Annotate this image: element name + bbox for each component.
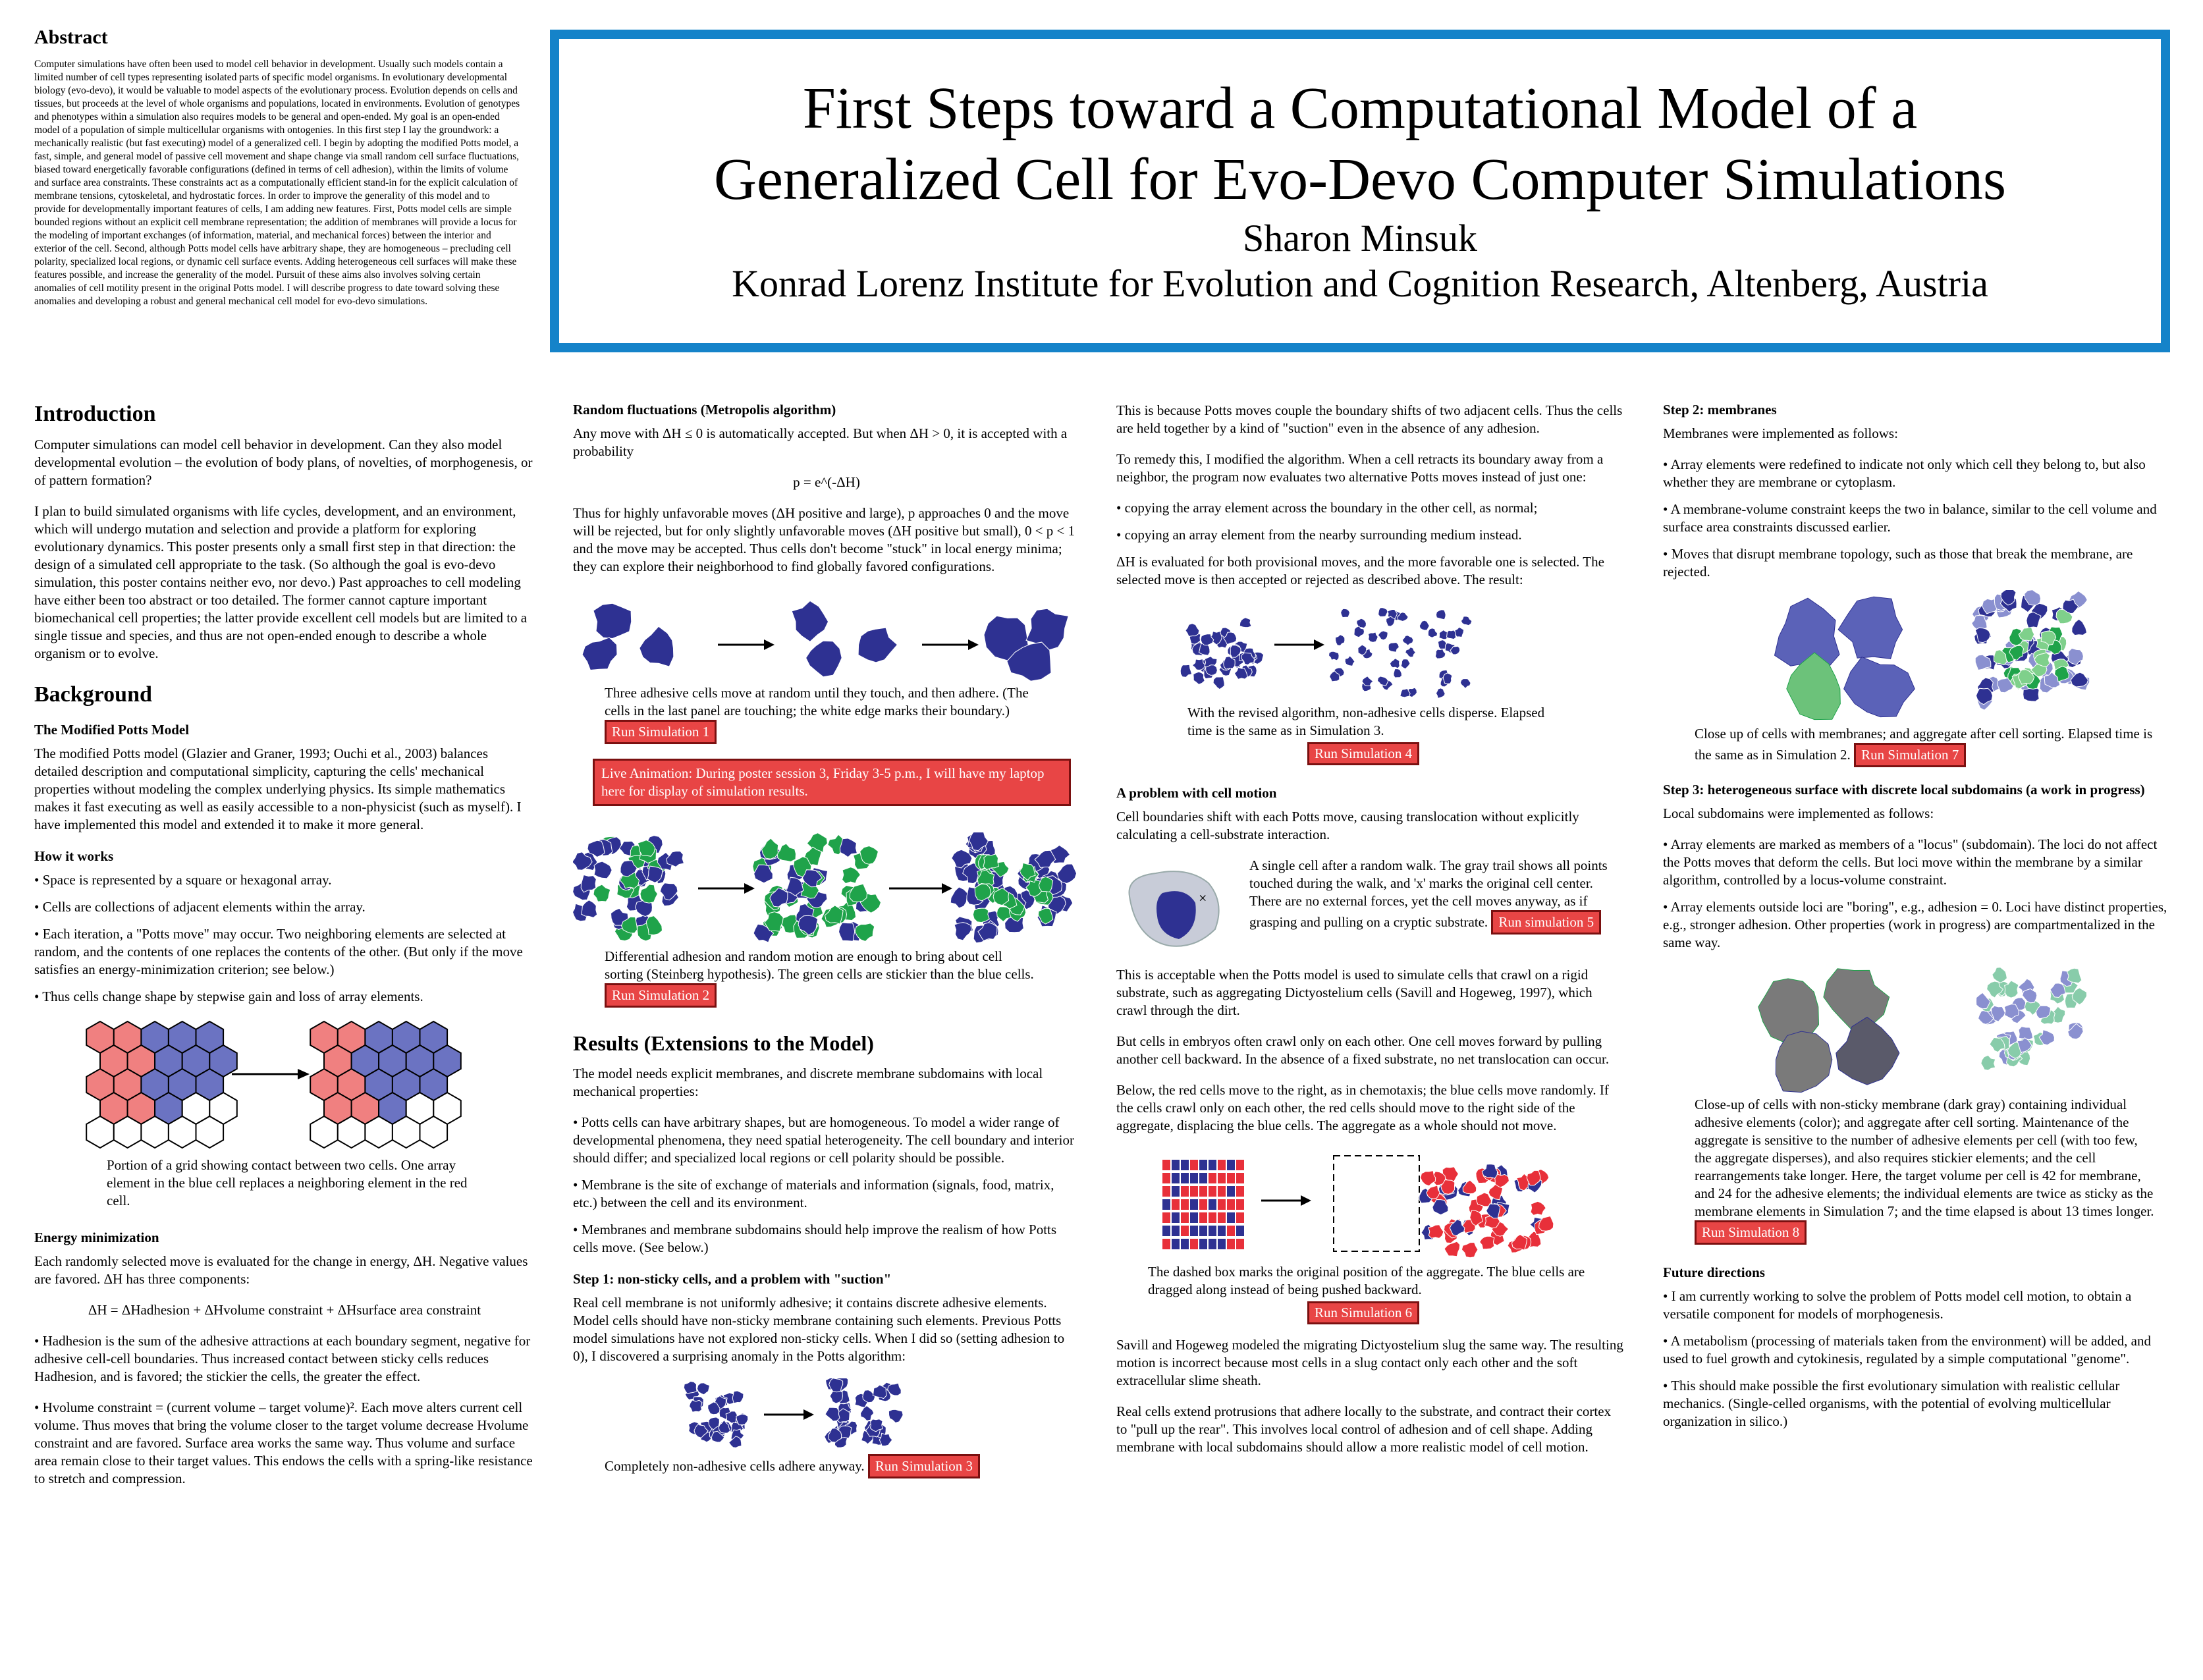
- introduction-heading: Introduction: [34, 402, 156, 426]
- cell: [840, 838, 857, 857]
- step3-bullet: • Array elements outside loci are "boring", e.g., adhesion = 0. Loci have distinct properties, e.g., stronger adhesion. Other properties (work in progress) are compartmentalized in the same way.: [1663, 899, 2167, 950]
- protrusion-paragraph: Real cells extend protrusions that adhere locally to the substrate, and contract their cortex to "pull up the rear". This involves local control of adhesion and of cell shape. Adding membrane with local subdomains should allow a more realistic model of cell motion.: [1116, 1403, 1612, 1455]
- cell: [1369, 632, 1378, 642]
- cell: [1190, 1199, 1198, 1210]
- cell: [1185, 624, 1199, 637]
- run-simulation-7-button[interactable]: Run Simulation 7: [1854, 743, 1966, 767]
- energy-heading: Energy minimization: [34, 1230, 159, 1245]
- cell: [1436, 610, 1446, 620]
- cell: [806, 641, 842, 677]
- cell: [1394, 669, 1401, 678]
- cell: [1193, 672, 1205, 684]
- future-bullet: • This should make possible the first evolutionary simulation with realistic cellular mechanics. (Single-celled organisms, with the potential of evolving multicellular organization in silico.): [1663, 1378, 2120, 1429]
- cell: [1378, 631, 1388, 640]
- cell: [1227, 1160, 1235, 1170]
- cell: [1461, 1243, 1478, 1258]
- cell: [1341, 609, 1350, 617]
- cell: [861, 1406, 874, 1421]
- cell: [858, 628, 897, 663]
- results-bullet: • Potts cells can have arbitrary shapes, but are homogeneous. To model a wider range of developmental phenomena, they need spatial heterogeneity. The cell boundary and interior should differ; and specialized local regions or cell polarity should be possible.: [573, 1114, 1074, 1166]
- cell: [1531, 1201, 1546, 1215]
- cell: [1227, 1173, 1235, 1183]
- hex-grid-before: [86, 1021, 237, 1148]
- cell: [1388, 643, 1399, 653]
- metropolis-paragraph-2: Thus for highly unfavorable moves (ΔH positive and large), p approaches 0 and the move will be rejected, but for only slightly unfavorable moves (ΔH positive but small), 0 < p < 1 and the move may be accepted. Thus cells don't become "stuck" in local energy minima; they can explore their neighborhood to find globally favored configurations.: [573, 505, 1075, 574]
- random-walk-figure: [1116, 857, 1241, 956]
- step2-heading: Step 2: membranes: [1663, 402, 1777, 418]
- sim1-caption: Three adhesive cells move at random until they touch, and then adhere. (The cells in the last panel are touching; the white edge marks their boundary.): [605, 685, 1029, 718]
- cell: [983, 854, 998, 870]
- cell: [593, 603, 632, 638]
- cell: [1436, 688, 1445, 699]
- sim2-caption: Differential adhesion and random motion are enough to bring about cell sorting (Steinberg hypothesis). The green cells are stickier than the blue cells.: [605, 948, 1034, 982]
- origin-x-mark: ×: [1199, 890, 1207, 906]
- cell: [1162, 1186, 1170, 1197]
- cell: [950, 887, 967, 908]
- cell: [2072, 619, 2087, 635]
- cell: [684, 1382, 697, 1394]
- affiliation: Konrad Lorenz Institute for Evolution and Cognition Research, Altenberg, Austria: [732, 262, 1988, 305]
- cell: [1209, 1199, 1216, 1210]
- subdomain-cell: [1836, 1017, 1899, 1085]
- arrow-icon: [698, 883, 755, 894]
- dispersal-start: [1180, 618, 1264, 690]
- results-bullet: • Membranes and membrane subdomains should help improve the realism of how Potts cells move. (See below.): [573, 1222, 1057, 1255]
- cell: [1236, 1226, 1244, 1236]
- cell: [1206, 665, 1218, 676]
- cell: [1181, 1226, 1189, 1236]
- sim3-caption: Completely non-adhesive cells adhere anyway.: [605, 1458, 865, 1474]
- cell: [1218, 1212, 1226, 1223]
- cell: [1435, 649, 1446, 659]
- embryo-paragraph: But cells in embryos often crawl only on each other. One cell moves forward by pulling another cell backward. In the absence of a fixed substrate, no net translocation can occur.: [1116, 1033, 1610, 1067]
- adhesive-cells-figure: [573, 589, 1080, 681]
- cell: [1199, 1212, 1207, 1223]
- cell: [1480, 1236, 1494, 1249]
- cell: [792, 601, 828, 641]
- subdomain-cell: [1824, 969, 1890, 1032]
- cell: [1461, 616, 1472, 626]
- cell: [1218, 1160, 1226, 1170]
- cell: [1402, 636, 1413, 645]
- cell: [1218, 1173, 1226, 1183]
- cell: [1181, 1173, 1189, 1183]
- cell: [1218, 1199, 1226, 1210]
- potts-model-heading: The Modified Potts Model: [34, 722, 190, 738]
- run-simulation-1-button[interactable]: Run Simulation 1: [605, 720, 717, 744]
- abstract-section: [34, 26, 522, 308]
- run-simulation-5-button[interactable]: Run simulation 5: [1491, 910, 1601, 935]
- step2-paragraph: Membranes were implemented as follows:: [1663, 425, 1898, 441]
- future-heading: Future directions: [1663, 1264, 1765, 1280]
- cell: [1419, 620, 1429, 630]
- cell: [1378, 676, 1388, 686]
- cell: [1190, 1160, 1198, 1170]
- cell: [1209, 1212, 1216, 1223]
- cell: [1172, 1160, 1180, 1170]
- slug-paragraph: Savill and Hogeweg modeled the migrating Dictyostelium slug the same way. The resulting motion is incorrect because most cells in a slug contact only each other and the soft extracellular slime sheath.: [1116, 1337, 1623, 1388]
- cell: [1401, 659, 1410, 669]
- cell-sorting-figure: [573, 832, 1080, 944]
- cell: [954, 923, 971, 940]
- cell: [1190, 1186, 1198, 1197]
- cell: [1981, 1055, 1996, 1070]
- arrow-icon: [889, 883, 952, 894]
- step1-heading: Step 1: non-sticky cells, and a problem with "suction": [573, 1271, 892, 1287]
- cell: [1443, 673, 1452, 684]
- cell: [888, 1409, 903, 1423]
- cell: [1227, 1226, 1235, 1236]
- cell: [1236, 1212, 1244, 1223]
- cell: [646, 916, 662, 935]
- membrane-figure: [1663, 590, 2173, 722]
- remedy-bullet: • copying an array element from the nearby surrounding medium instead.: [1116, 527, 1522, 543]
- arrow-icon: [922, 639, 979, 650]
- cell: [1190, 1226, 1198, 1236]
- results-heading: Results (Extensions to the Model): [573, 1031, 874, 1055]
- chemotaxis-paragraph: Below, the red cells move to the right, as in chemotaxis; the blue cells move randomly. If the cells crawl only on each other, the red cells should move to the right side of the aggregate, displacing the blue cells. The aggregate as a whole should not move.: [1116, 1082, 1609, 1133]
- intro-paragraph-1: Computer simulations can model cell behavior in development. Can they also model developmental evolution – the evolution of body plans, of novelties, of morphogenesis, or of pattern formation?: [34, 437, 533, 488]
- subdomain-figure: [1663, 961, 2173, 1093]
- suction-paragraph: This is because Potts moves couple the boundary shifts of two adjacent cells. Thus the cells are held together by a kind of "suction" even in the absence of any adhesion.: [1116, 402, 1623, 436]
- hex-grid-figure: [34, 1015, 535, 1153]
- hex-grid-after: [310, 1021, 461, 1148]
- arrow-icon: [232, 1069, 310, 1079]
- cell: [1199, 1173, 1207, 1183]
- how-bullet: • Cells are collections of adjacent elements within the array.: [34, 899, 366, 915]
- cell: [973, 908, 989, 923]
- cell: [1345, 656, 1355, 666]
- background-heading: Background: [34, 682, 152, 707]
- sorting-aggregate: [753, 833, 881, 942]
- how-it-works-heading: How it works: [34, 848, 114, 864]
- column-4: [1663, 402, 2173, 1440]
- volume-paragraph: • Hvolume constraint = (current volume – target volume)². Each move alters current cell volume. Thus moves that bring the volume closer to the target volume decrease Hvolume constraint and are favored. Surface area works the same way. Thus volume and surface area remain close to their target values. This endows the cells with a spring-like resistance to stretch and compression.: [34, 1399, 533, 1486]
- cell: [1162, 1226, 1170, 1236]
- cell: [1199, 1160, 1207, 1170]
- cell: [1447, 630, 1456, 639]
- cell: [879, 1433, 892, 1446]
- membrane-aggregate-outer: [1972, 590, 2090, 710]
- author: Sharon Minsuk: [1242, 217, 1478, 259]
- cell: [1428, 1225, 1444, 1239]
- cell: [1218, 1186, 1226, 1197]
- column-1: [34, 402, 535, 1501]
- cell: [1390, 659, 1400, 668]
- cell: [1190, 1212, 1198, 1223]
- cell: [1218, 1226, 1226, 1236]
- probability-equation: p = e^(-ΔH): [793, 474, 860, 490]
- cell: [594, 861, 612, 879]
- cell: [825, 1407, 840, 1421]
- how-bullet: • Each iteration, a "Potts move" may occur. Two neighboring elements are selected at random, and the contents of one replaces the contents of the other. (But only if the move satisfies an energy-minimization criterion; see below.): [34, 926, 523, 977]
- cell: [1181, 1212, 1189, 1223]
- cell: [1181, 1239, 1189, 1249]
- cell: [1329, 651, 1340, 661]
- arrow-icon: [1274, 639, 1324, 650]
- remedy-bullet: • copying the array element across the boundary in the other cell, as normal;: [1116, 500, 1538, 516]
- cell: [1162, 1173, 1170, 1183]
- sim7-caption: Close up of cells with membranes; and aggregate after cell sorting. Elapsed time is the same as in Simulation 2.: [1695, 726, 2153, 763]
- cell: [582, 637, 617, 670]
- cell: [1162, 1160, 1170, 1170]
- title-line-2: Generalized Cell for Evo-Devo Computer Simulations: [713, 147, 2007, 212]
- dispersal-figure: [1116, 602, 1623, 701]
- nonadhesive-start: [684, 1382, 748, 1448]
- cell: [1181, 1199, 1189, 1210]
- cell: [1181, 1186, 1189, 1197]
- cell: [1180, 664, 1192, 677]
- cell: [1976, 992, 1991, 1009]
- title-line-1: First Steps toward a Computational Model of a: [802, 76, 1918, 141]
- cell: [1190, 1173, 1198, 1183]
- step2-bullet: • Moves that disrupt membrane topology, such as those that break the membrane, are rejected.: [1663, 546, 2133, 580]
- cell: [1236, 1199, 1244, 1210]
- sim4-caption: With the revised algorithm, non-adhesive cells disperse. Elapsed time is the same as in Simulation 3.: [1187, 705, 1545, 738]
- cell: [1172, 1239, 1180, 1249]
- arrow-icon: [764, 1409, 814, 1420]
- sim8-caption: Close-up of cells with non-sticky membrane (dark gray) containing individual adhesive elements (color); and aggregate after cell sorting. Maintenance of the aggregate is sensitive to the number of adhesive elements per cell (with too few, the aggregate disperses), and also requires stickier elements; and the cell rearrangements take longer. Here, the target volume per cell is 42 for membrane, and 24 for the adhesive elements; the individual elements are twice as sticky as the membrane elements in Simulation 7; and the time elapsed is about 13 times longer.: [1695, 1097, 2154, 1219]
- remedy-paragraph: To remedy this, I modified the algorithm. When a cell retracts its boundary away from a neighbor, the program now evaluates two alternative Potts moves instead of just one:: [1116, 451, 1604, 485]
- run-simulation-3-button[interactable]: Run Simulation 3: [868, 1454, 980, 1478]
- cell: [1209, 1239, 1216, 1249]
- cell: [1236, 1160, 1244, 1170]
- how-bullet: • Thus cells change shape by stepwise gain and loss of array elements.: [34, 989, 423, 1004]
- run-simulation-8-button[interactable]: Run Simulation 8: [1695, 1220, 1807, 1245]
- cell: [1172, 1226, 1180, 1236]
- cell: [1172, 1212, 1180, 1223]
- cell: [762, 838, 778, 859]
- cell: [582, 900, 597, 918]
- how-bullet: • Space is represented by a square or hexagonal array.: [34, 872, 332, 888]
- cell: [1190, 1239, 1198, 1249]
- arrow-icon: [718, 639, 775, 650]
- future-bullet: • A metabolism (processing of materials taken from the environment) will be added, and used to fuel growth and cytokinesis, regulated by a simple computational "genome".: [1663, 1333, 2151, 1367]
- adhesion-paragraph: • Hadhesion is the sum of the adhesive attractions at each boundary segment, negative for adhesive cell-cell boundaries. Thus increased contact between sticky cells reduces Hadhesion, and is favored; the stickier the cells, the greater the effect.: [34, 1333, 531, 1384]
- cell: [1162, 1239, 1170, 1249]
- cell: [729, 1436, 742, 1448]
- cell: [1444, 1241, 1460, 1257]
- cell: [839, 923, 855, 941]
- subdomain-cell: [1776, 1031, 1832, 1093]
- step1-paragraph: Real cell membrane is not uniformly adhesive; it contains discrete adhesive elements. Model cells should have non-sticky membrane containing such elements. Previous Potts model simulations have not explored non-sticky cells. When I did so (setting adhesion to 0), I discovered a surprising anomaly in the Potts algorithm:: [573, 1295, 1065, 1364]
- cell: [666, 851, 684, 867]
- cell: [639, 626, 674, 666]
- cell: [1209, 1173, 1216, 1183]
- cell: [736, 1414, 748, 1425]
- arrow-icon: [1261, 1195, 1311, 1206]
- energy-equation: ΔH = ΔHadhesion + ΔHvolume constraint + ΔHsurface area constraint: [88, 1302, 481, 1318]
- run-simulation-4-button[interactable]: Run Simulation 4: [1307, 742, 1419, 765]
- sorted-outer: [950, 832, 1076, 943]
- cell: [1236, 1239, 1244, 1249]
- cell: [2019, 627, 2034, 641]
- sim6-caption: The dashed box marks the original position of the aggregate. The blue cells are dragged along instead of being pushed backward.: [1148, 1264, 1585, 1297]
- column-3: [1116, 402, 1623, 1469]
- cell: [1218, 1239, 1226, 1249]
- evaluation-paragraph: ΔH is evaluated for both provisional moves, and the more favorable one is selected. The selected move is then accepted or rejected as described above. The result:: [1116, 554, 1604, 587]
- cell: [1460, 679, 1471, 689]
- nonadhesive-figure: [573, 1378, 1080, 1451]
- cell: [2067, 968, 2082, 983]
- metropolis-paragraph-1: Any move with ΔH ≤ 0 is automatically accepted. But when ΔH > 0, it is accepted with a probability: [573, 425, 1068, 459]
- red-blue-aggregate-end: [1419, 1164, 1554, 1258]
- cell: [1227, 1199, 1235, 1210]
- cell: [1336, 635, 1345, 646]
- abstract-heading: Abstract: [34, 26, 108, 48]
- step3-heading: Step 3: heterogeneous surface with discrete local subdomains (a work in progress): [1663, 782, 2145, 798]
- sim5-caption: A single cell after a random walk. The gray trail shows all points touched during the walk, and 'x' marks the original cell center. There are no external forces, yet the cell moves anyway, as if grasping and pulling on a cryptic substrate.: [1249, 857, 1608, 930]
- results-paragraph: The model needs explicit membranes, and discrete membrane subdomains with local mechanical properties:: [573, 1066, 1043, 1099]
- cell-motion-paragraph: Cell boundaries shift with each Potts move, causing translocation without explicitly calculating a cell-substrate interaction.: [1116, 809, 1579, 842]
- nonadhesive-end: [825, 1378, 903, 1448]
- cell: [1227, 1212, 1235, 1223]
- cell: [1162, 1212, 1170, 1223]
- cell: [1172, 1173, 1180, 1183]
- title-box: [550, 30, 2170, 352]
- cell: [1199, 1239, 1207, 1249]
- mixed-aggregate: [573, 836, 684, 941]
- future-bullet: • I am currently working to solve the problem of Potts model cell motion, to obtain a versatile component for models of morphogenesis.: [1663, 1288, 2132, 1322]
- cell: [690, 1400, 703, 1412]
- cell: [1421, 1171, 1436, 1186]
- cell: [1199, 1199, 1207, 1210]
- cell: [1378, 608, 1388, 617]
- step3-bullet: • Array elements are marked as members of a "locus" (subdomain). The loci do not affect the Potts moves that deform the cells. But loci move within the membrane by a similar algorithm, controlled by a locus-volume constraint.: [1663, 836, 2158, 888]
- cell-motion-heading: A problem with cell motion: [1116, 785, 1277, 801]
- cell: [1172, 1199, 1180, 1210]
- cell: [1209, 1226, 1216, 1236]
- dictyostelium-paragraph: This is acceptable when the Potts model is used to simulate cells that crawl on a rigid substrate, such as aggregating Dictyostelium cells (Savill and Hogeweg, 1997), which crawl through the dirt.: [1116, 967, 1592, 1018]
- cell: [1199, 1186, 1207, 1197]
- cell: [1213, 677, 1224, 690]
- cell: [1358, 645, 1367, 655]
- run-simulation-6-button[interactable]: Run Simulation 6: [1307, 1301, 1419, 1324]
- cell: [1181, 1160, 1189, 1170]
- cell: [1227, 1239, 1235, 1249]
- cell: [1199, 1226, 1207, 1236]
- subdomain-aggregate: [1976, 967, 2087, 1070]
- column-2: [573, 402, 1080, 1478]
- cell: [1227, 1186, 1235, 1197]
- cell: [1209, 1160, 1216, 1170]
- cell: [732, 1391, 744, 1403]
- membrane-cell: [1838, 597, 1903, 659]
- step2-bullet: • A membrane-volume constraint keeps the two in balance, similar to the cell volume and surface area constraints discussed earlier.: [1663, 501, 2157, 535]
- potts-paragraph: The modified Potts model (Glazier and Graner, 1993; Ouchi et al., 2003) balances detailed description and computational simplicity, capturing the cells' mechanical properties without modeling the complex underlying physics. Its simple mathematics makes it fast executing as well as easily accessible to a non-physicist (such as myself). I have implemented this model and extended it to make it more general.: [34, 745, 522, 832]
- cell: [1427, 1185, 1440, 1199]
- cell: [1236, 1186, 1244, 1197]
- cell: [777, 844, 796, 861]
- dashed-box: [1334, 1156, 1419, 1251]
- cell: [1482, 1164, 1497, 1179]
- live-animation-notice: Live Animation: During poster session 3, Friday 3-5 p.m., I will have my laptop here for display of simulation results.: [593, 759, 1071, 806]
- cell: [1992, 967, 2007, 983]
- cell: [1239, 618, 1251, 628]
- step2-bullet: • Array elements were redefined to indicate not only which cell they belong to, but also whether they are membrane or cytoplasm.: [1663, 456, 2146, 490]
- metropolis-heading: Random fluctuations (Metropolis algorithm): [573, 402, 836, 418]
- red-blue-aggregate-start: [1162, 1160, 1244, 1249]
- energy-paragraph: Each randomly selected move is evaluated for the change in energy, ΔH. Negative values are favored. ΔH has three components:: [34, 1253, 528, 1287]
- cell: [1162, 1199, 1170, 1210]
- cell: [640, 884, 658, 903]
- cell: [1209, 1186, 1216, 1197]
- membrane-cell: [1844, 657, 1915, 717]
- dispersed-cells: [1329, 608, 1472, 699]
- cell: [1428, 628, 1437, 638]
- step3-paragraph: Local subdomains were implemented as follows:: [1663, 805, 1934, 821]
- grid-caption: Portion of a grid showing contact between two cells. One array element in the blue cell replaces a neighboring element in the red cell.: [107, 1157, 468, 1208]
- results-bullet: • Membrane is the site of exchange of materials and information (signals, food, matrix, etc.) between the cell and its environment.: [573, 1177, 1054, 1210]
- run-simulation-2-button[interactable]: Run Simulation 2: [605, 983, 717, 1008]
- abstract-text: Computer simulations have often been used to model cell behavior in development. Usually such models contain a limited number of cell types representing isolated parts of specific model organisms. In evolutionary developmental biology (evo-devo), it would be valuable to model aspects of the evolutionary process. Evolution depends on cells and tissues, but proceeds at the level of whole organisms and populations, located in environments. Evolution of genotypes and phenotypes within a simulation also requires models to be general and open-ended. My goal is an open-ended model of a population of simple multicellular organisms with ontogenies. In this first step I lay the groundwork: a mechanically realistic (but fast executing) model of a generalized cell. I begin by adopting the modified Potts model, a fast, simple, and general model of passive cell movement and shape change via small random cell surface fluctuations, biased toward energetically favorable configurations (defined in terms of cell adhesion), within the limits of volume and surface area constraints. These constraints act as a computationally efficient stand-in for the explicit calculation of membrane tensions, cytoskeletal, and hydrostatic forces. In order to improve the generality of this model and to provide for developmentally important features of cells, I am adding new features. First, Potts model cells are simple bounded regions without an explicit cell membrane representation; the addition of membranes will provide a locus for the modeling of important exchanges (of information, material, and mechanical forces) between the interior and exterior of the cell. Second, although Potts model cells have arbitrary shape, they are homogeneous – precluding cell polarity, specialized local regions, or dynamic cell surface events. Adding heterogeneous cell surfaces will make these features possible, and increase the generality of the model. Pursuit of these aims also involves solving certain anomalies of cell motility present in the original Potts model. I will describe progress to date toward solving these anomalies and developing a robust and general mechanical cell model for evo-devo simulations.: [34, 59, 520, 307]
- cell: [1405, 647, 1416, 658]
- intro-paragraph-2: I plan to build simulated organisms with life cycles, development, and an environment, which will undergo mutation and selection and provide a platform for exploring evolutionary dynamics. This poster presents only a small first step in that direction: the design of a simulated cell appropriate to the task. (So although the goal is evo-devo simulation, this poster contains neither evo, nor devo.) Past approaches to cell modeling have either been too abstract or too detailed. The former cannot capture important biomechanical cell properties; the latter provide excellent cell models but are limited to a single tissue and species, and thus are not open-ended enough to describe a whole organism or to evolve.: [34, 503, 528, 661]
- aggregate-motion-figure: [1116, 1148, 1623, 1260]
- cell: [1172, 1186, 1180, 1197]
- cell: [1236, 1173, 1244, 1183]
